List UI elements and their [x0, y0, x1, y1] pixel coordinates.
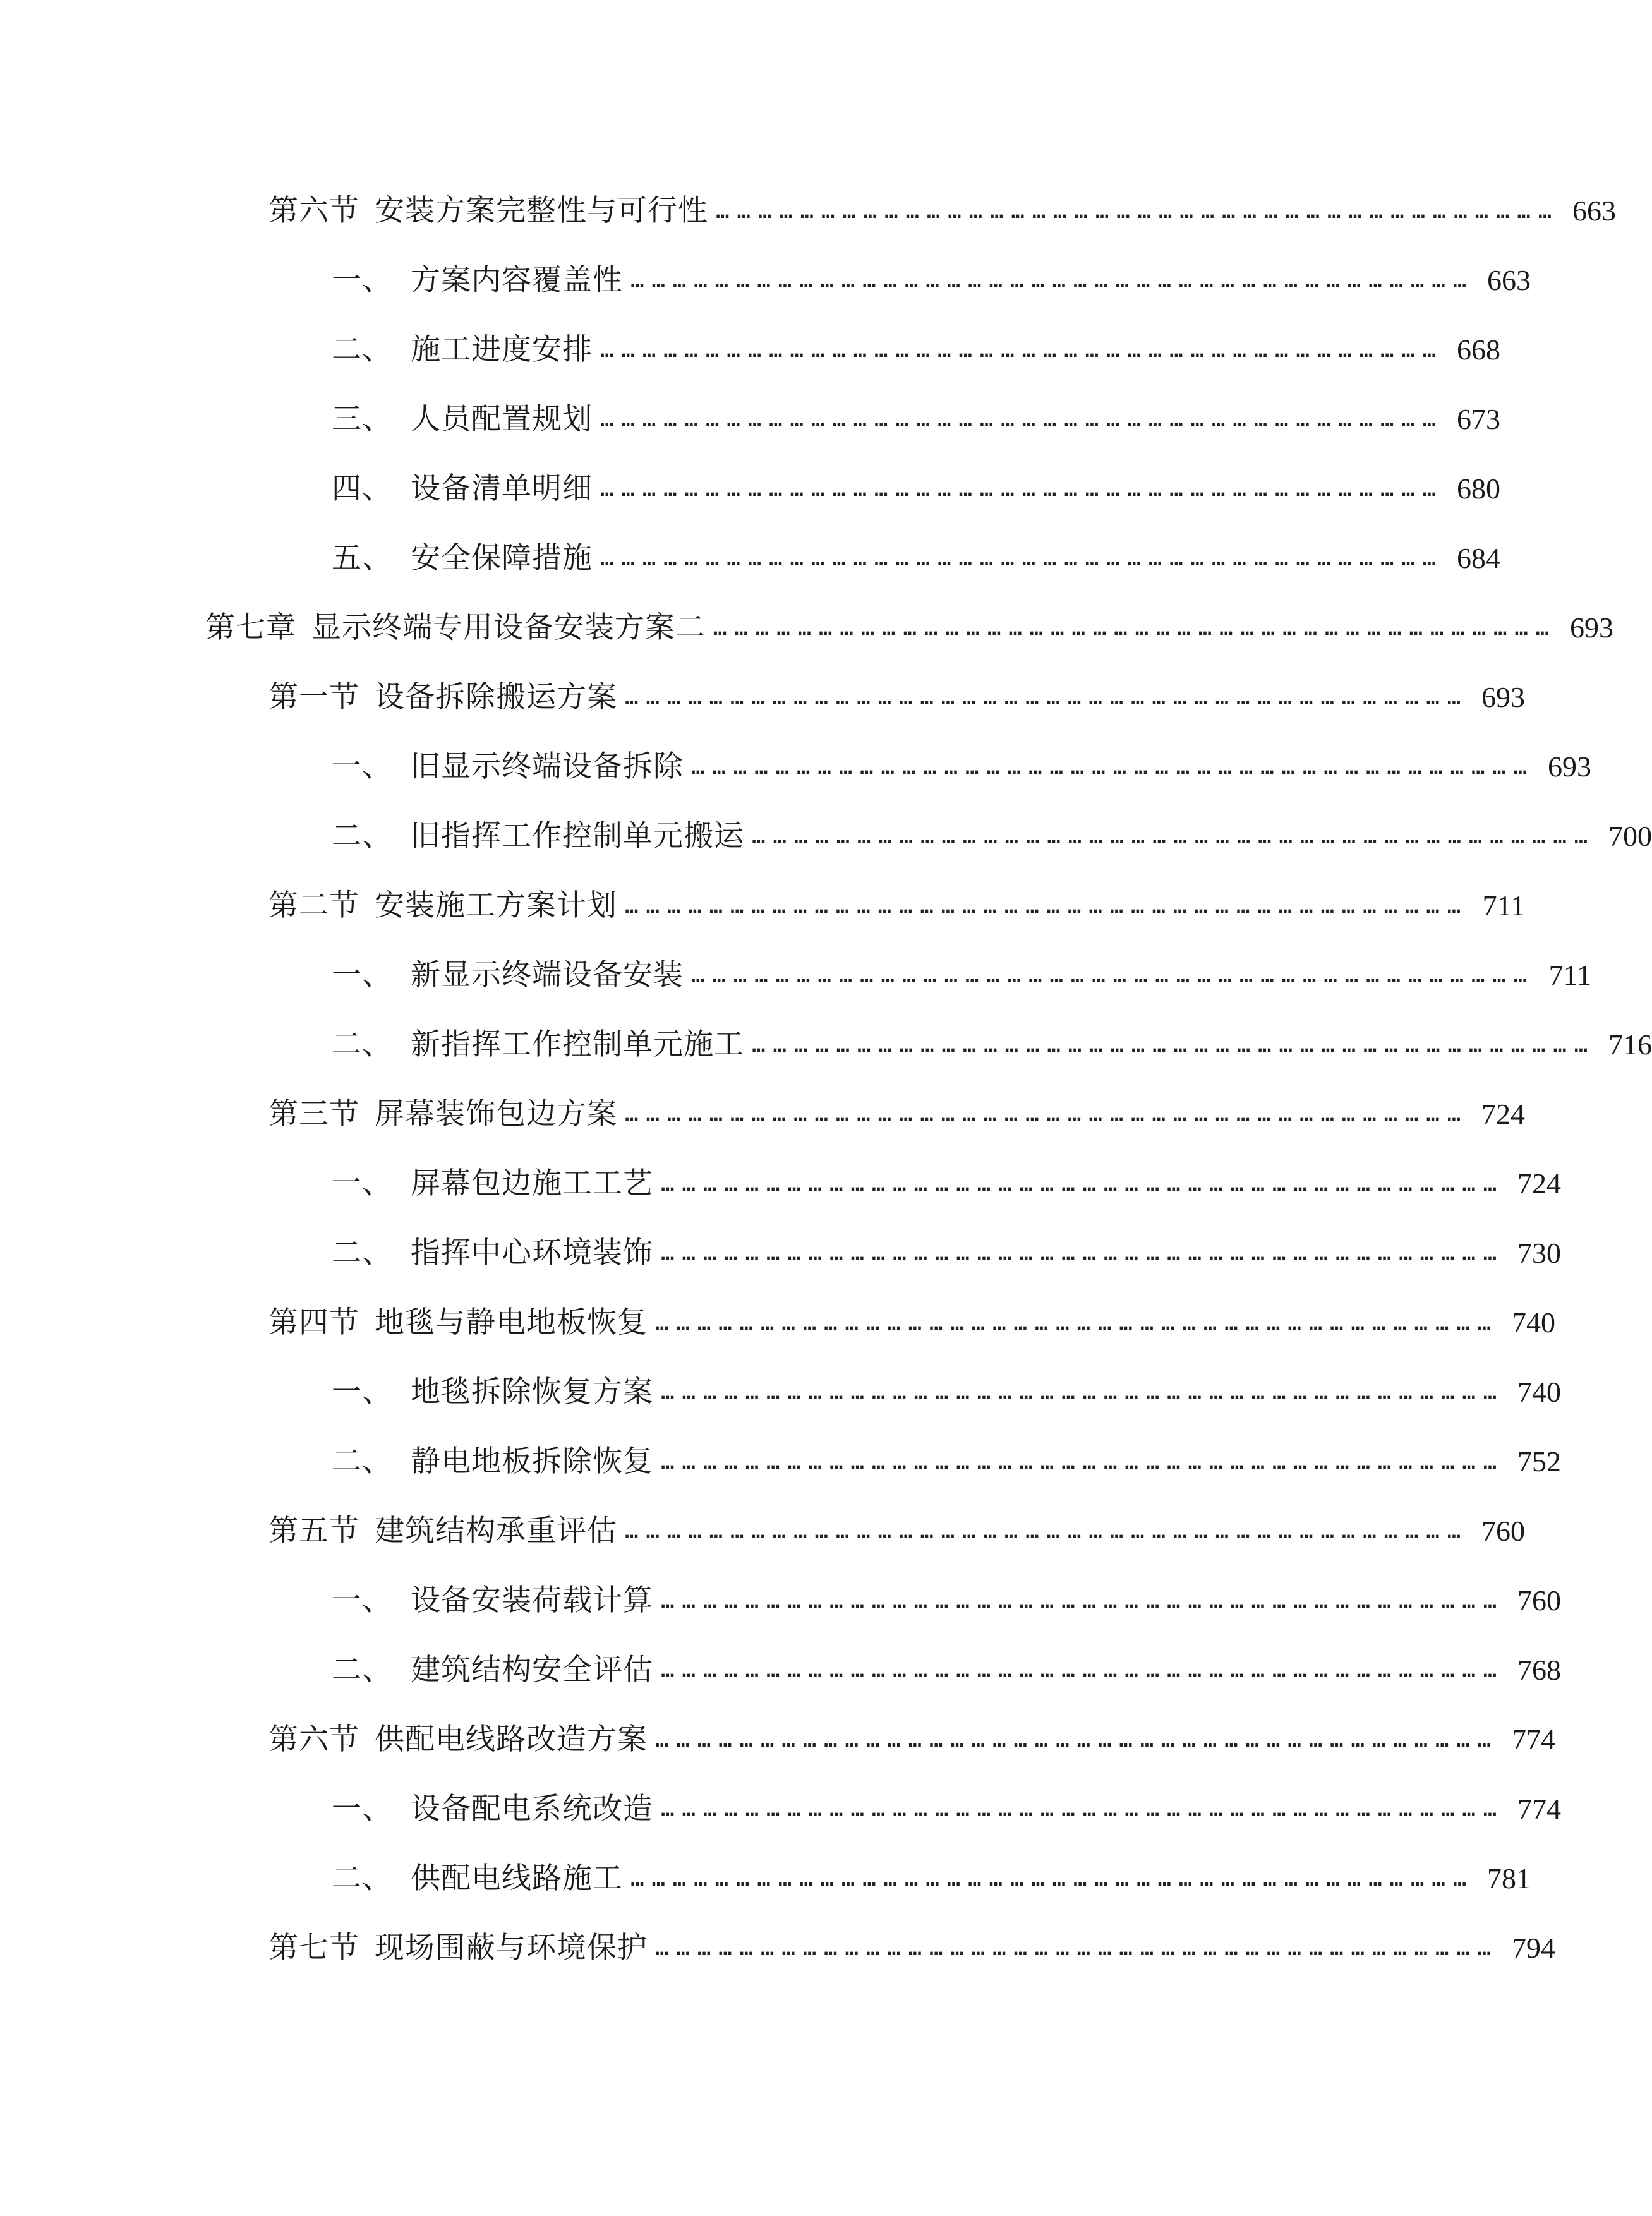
toc-entry-number: 一、: [332, 1166, 392, 1201]
toc-entry-number: 二、: [332, 1444, 392, 1479]
toc-entry-number: 二、: [332, 1236, 392, 1270]
toc-entry-title: 地毯拆除恢复方案: [411, 1375, 653, 1409]
toc-entry-section[interactable]: [268, 1089, 1525, 1140]
toc-entry-title: 静电地板拆除恢复: [411, 1444, 653, 1479]
toc-entry-title: 现场围蔽与环境保护: [375, 1930, 648, 1965]
toc-dot-leader: …………………………………………………………………………………………………………: [625, 1101, 1468, 1127]
toc-dot-leader: …………………………………………………………………………………………………………: [661, 1240, 1504, 1266]
toc-entry-number: 二、: [332, 819, 392, 853]
toc-dot-leader: …………………………………………………………………………………………………………: [661, 1379, 1504, 1405]
toc-entry-number: 第二节: [268, 888, 359, 923]
toc-entry-subsection[interactable]: [332, 325, 1500, 375]
toc-entry-number: 三、: [332, 402, 392, 437]
toc-dot-leader: …………………………………………………………………………………………………………: [600, 545, 1444, 571]
toc-entry-number: 第三节: [268, 1097, 359, 1131]
toc-entry-title: 安装施工方案计划: [375, 888, 617, 923]
toc-entry-title: 旧显示终端设备拆除: [411, 749, 684, 784]
toc-entry-chapter[interactable]: [205, 603, 1613, 653]
toc-entry-page: 693: [1547, 750, 1591, 783]
toc-entry-section[interactable]: [268, 672, 1525, 723]
toc-entry-page: 680: [1456, 473, 1500, 505]
toc-entry-number: 第一节: [268, 680, 359, 714]
toc-entry-subsection[interactable]: [332, 1575, 1561, 1626]
toc-entry-page: 794: [1511, 1932, 1555, 1964]
toc-entry-number: 一、: [332, 958, 392, 992]
toc-dot-leader: …………………………………………………………………………………………………………: [630, 267, 1474, 293]
toc-entry-page: 668: [1456, 334, 1500, 366]
toc-entry-subsection[interactable]: [332, 950, 1591, 1001]
toc-entry-number: 二、: [332, 1027, 392, 1062]
toc-dot-leader: …………………………………………………………………………………………………………: [600, 406, 1444, 432]
toc-entry-page: 774: [1511, 1723, 1555, 1755]
toc-entry-title: 新指挥工作控制单元施工: [411, 1027, 744, 1062]
toc-entry-subsection[interactable]: [332, 742, 1591, 792]
toc-entry-subsection[interactable]: [332, 811, 1652, 862]
toc-entry-page: 663: [1486, 264, 1531, 296]
toc-entry-page: 760: [1481, 1515, 1525, 1547]
toc-entry-page: 774: [1517, 1793, 1561, 1825]
toc-entry-section[interactable]: [268, 1298, 1555, 1348]
toc-dot-leader: …………………………………………………………………………………………………………: [661, 1587, 1504, 1613]
toc-entry-page: 684: [1456, 542, 1500, 574]
toc-entry-title: 安全保障措施: [411, 541, 593, 575]
toc-entry-title: 设备配电系统改造: [411, 1791, 653, 1826]
toc-entry-number: 二、: [332, 1861, 392, 1896]
toc-entry-subsection[interactable]: [332, 394, 1500, 445]
toc-entry-subsection[interactable]: [332, 1367, 1561, 1418]
toc-entry-title: 方案内容覆盖性: [411, 263, 623, 298]
toc-entry-number: 一、: [332, 1583, 392, 1618]
toc-entry-section[interactable]: [268, 1923, 1555, 1973]
toc-entry-page: 724: [1517, 1167, 1561, 1200]
toc-entry-page: 768: [1517, 1654, 1561, 1686]
toc-entry-subsection[interactable]: [332, 1784, 1561, 1834]
toc-entry-title: 屏幕装饰包边方案: [375, 1097, 617, 1131]
toc-entry-title: 设备安装荷载计算: [411, 1583, 653, 1618]
toc-entry-number: 第七节: [268, 1930, 359, 1965]
toc-entry-title: 建筑结构承重评估: [375, 1514, 617, 1548]
toc-entry-title: 新显示终端设备安装: [411, 958, 684, 992]
toc-entry-number: 一、: [332, 749, 392, 784]
toc-entry-subsection[interactable]: [332, 1020, 1652, 1070]
toc-entry-page: 693: [1569, 611, 1613, 644]
toc-entry-page: 673: [1456, 403, 1500, 435]
toc-entry-title: 安装方案完整性与可行性: [375, 193, 708, 228]
toc-entry-page: 781: [1486, 1862, 1531, 1894]
toc-dot-leader: …………………………………………………………………………………………………………: [630, 1865, 1474, 1891]
toc-entry-number: 第七章: [205, 610, 296, 645]
toc-dot-leader: …………………………………………………………………………………………………………: [655, 1310, 1498, 1335]
toc-dot-leader: …………………………………………………………………………………………………………: [661, 1448, 1504, 1474]
toc-dot-leader: …………………………………………………………………………………………………………: [625, 893, 1468, 918]
toc-entry-page: 740: [1511, 1306, 1555, 1339]
toc-dot-leader: …………………………………………………………………………………………………………: [661, 1171, 1504, 1196]
toc-dot-leader: …………………………………………………………………………………………………………: [752, 823, 1595, 849]
toc-entry-page: 752: [1517, 1445, 1561, 1478]
toc-entry-number: 一、: [332, 263, 392, 298]
toc-dot-leader: …………………………………………………………………………………………………………: [691, 754, 1534, 780]
toc-dot-leader: …………………………………………………………………………………………………………: [691, 962, 1534, 988]
toc-entry-page: 760: [1517, 1584, 1561, 1617]
toc-entry-number: 五、: [332, 541, 392, 575]
toc-entry-subsection[interactable]: [332, 464, 1500, 514]
toc-entry-number: 第五节: [268, 1514, 359, 1548]
toc-entry-number: 第六节: [268, 1722, 359, 1757]
toc-entry-subsection[interactable]: [332, 255, 1531, 306]
toc-entry-number: 一、: [332, 1375, 392, 1409]
toc-entry-page: 724: [1481, 1098, 1525, 1130]
toc-entry-number: 二、: [332, 332, 392, 367]
toc-dot-leader: …………………………………………………………………………………………………………: [600, 476, 1444, 502]
toc-entry-section[interactable]: [268, 186, 1616, 236]
toc-dot-leader: …………………………………………………………………………………………………………: [661, 1796, 1504, 1822]
toc-dot-leader: …………………………………………………………………………………………………………: [752, 1032, 1595, 1057]
toc-entry-number: 四、: [332, 471, 392, 506]
toc-entry-number: 第四节: [268, 1305, 359, 1340]
toc-entry-title: 屏幕包边施工工艺: [411, 1166, 653, 1201]
toc-entry-page: 663: [1572, 195, 1616, 227]
toc-dot-leader: …………………………………………………………………………………………………………: [655, 1726, 1498, 1752]
toc-entry-title: 施工进度安排: [411, 332, 593, 367]
toc-entry-subsection[interactable]: [332, 533, 1500, 584]
toc-entry-page: 740: [1517, 1376, 1561, 1408]
toc-entry-subsection[interactable]: [332, 1159, 1561, 1209]
toc-entry-title: 旧指挥工作控制单元搬运: [411, 819, 744, 853]
toc-entry-title: 设备拆除搬运方案: [375, 680, 617, 714]
toc-entry-number: 第六节: [268, 193, 359, 228]
toc-entry-section[interactable]: [268, 881, 1525, 931]
toc-entry-section[interactable]: [268, 1714, 1555, 1765]
toc-dot-leader: …………………………………………………………………………………………………………: [661, 1657, 1504, 1683]
toc-dot-leader: …………………………………………………………………………………………………………: [600, 337, 1444, 363]
toc-entry-title: 建筑结构安全评估: [411, 1653, 653, 1687]
toc-entry-title: 地毯与静电地板恢复: [375, 1305, 648, 1340]
toc-entry-page: 693: [1481, 681, 1525, 713]
toc-dot-leader: …………………………………………………………………………………………………………: [625, 684, 1468, 710]
toc-dot-leader: …………………………………………………………………………………………………………: [713, 615, 1557, 641]
toc-entry-number: 二、: [332, 1653, 392, 1687]
toc-entry-page: 711: [1548, 959, 1591, 991]
toc-entry-page: 711: [1482, 889, 1525, 922]
toc-entry-page: 730: [1517, 1237, 1561, 1269]
toc-entry-page: 716: [1608, 1028, 1652, 1061]
toc-entry-title: 人员配置规划: [411, 402, 593, 437]
toc-entry-title: 指挥中心环境装饰: [411, 1236, 653, 1270]
toc-entry-section[interactable]: [268, 1506, 1525, 1557]
toc-entry-title: 设备清单明细: [411, 471, 593, 506]
toc-entry-subsection[interactable]: [332, 1228, 1561, 1279]
toc-dot-leader: …………………………………………………………………………………………………………: [716, 198, 1559, 224]
toc-entry-title: 供配电线路改造方案: [375, 1722, 648, 1757]
toc-entry-subsection[interactable]: [332, 1436, 1561, 1487]
toc-entry-number: 一、: [332, 1791, 392, 1826]
toc-entry-page: 700: [1608, 820, 1652, 852]
toc-dot-leader: …………………………………………………………………………………………………………: [625, 1518, 1468, 1544]
toc-dot-leader: …………………………………………………………………………………………………………: [655, 1935, 1498, 1961]
toc-entry-subsection[interactable]: [332, 1853, 1531, 1904]
toc-entry-title: 显示终端专用设备安装方案二: [311, 610, 706, 645]
toc-entry-subsection[interactable]: [332, 1645, 1561, 1695]
toc-entry-title: 供配电线路施工: [411, 1861, 623, 1896]
